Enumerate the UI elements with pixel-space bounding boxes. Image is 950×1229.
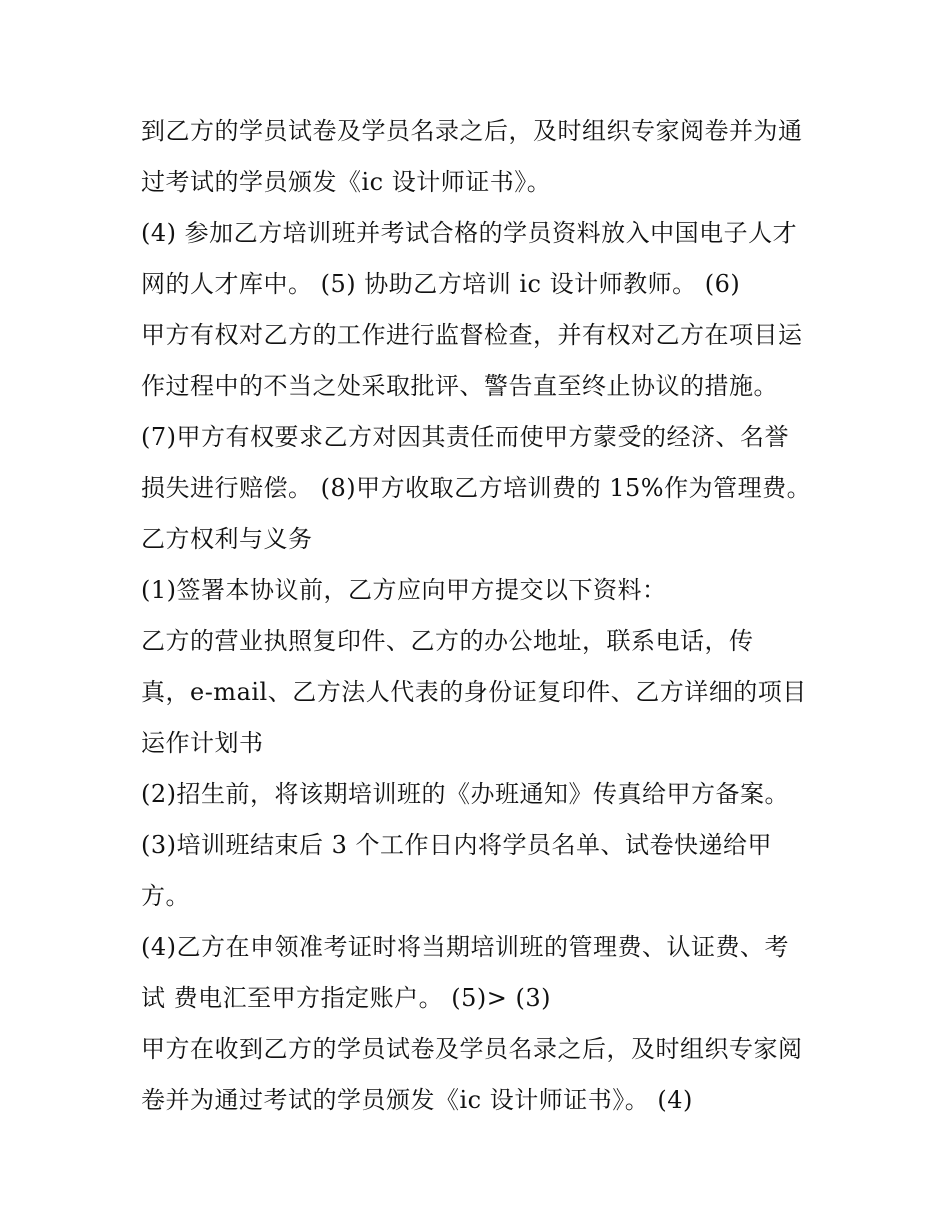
text-line: (3)培训班结束后 3 个工作日内将学员名单、试卷快递给甲 <box>141 831 773 859</box>
text-line: (7)甲方有权要求乙方对因其责任而使甲方蒙受的经济、名誉 <box>141 423 789 451</box>
text-line: 到乙方的学员试卷及学员名录之后，及时组织专家阅卷并为通 <box>141 117 803 145</box>
text-line: 甲方有权对乙方的工作进行监督检查，并有权对乙方在项目运 <box>141 321 803 349</box>
text-line: 过考试的学员颁发《ic 设计师证书》。 <box>141 168 552 196</box>
text-line: 甲方在收到乙方的学员试卷及学员名录之后，及时组织专家阅 <box>141 1035 803 1063</box>
text-line: (4) 参加乙方培训班并考试合格的学员资料放入中国电子人才 <box>141 219 798 247</box>
text-line: (2)招生前，将该期培训班的《办班通知》传真给甲方备案。 <box>141 780 789 808</box>
text-line: 运作计划书 <box>141 729 264 757</box>
text-line: 损失进行赔偿。 (8)甲方收取乙方培训费的 15%作为管理费。 <box>141 474 812 502</box>
text-line: 网的人才库中。 (5) 协助乙方培训 ic 设计师教师。 (6) <box>141 270 741 298</box>
text-line: 乙方的营业执照复印件、乙方的办公地址，联系电话，传 <box>141 627 754 655</box>
text-line: (4)乙方在申领准考证时将当期培训班的管理费、认证费、考 <box>141 933 789 961</box>
text-line: 真，e-mail、乙方法人代表的身份证复印件、乙方详细的项目 <box>141 678 807 706</box>
text-line: 方。 <box>141 882 190 910</box>
document-body <box>141 106 821 1126</box>
text-line: 作过程中的不当之处采取批评、警告直至终止协议的措施。 <box>141 372 778 400</box>
section-heading: 乙方权利与义务 <box>141 525 313 553</box>
text-line: (1)签署本协议前，乙方应向甲方提交以下资料： <box>141 576 667 604</box>
text-line: 试 费电汇至甲方指定账户。 (5)> (3) <box>141 984 551 1012</box>
text-line: 卷并为通过考试的学员颁发《ic 设计师证书》。 (4) <box>141 1086 693 1114</box>
